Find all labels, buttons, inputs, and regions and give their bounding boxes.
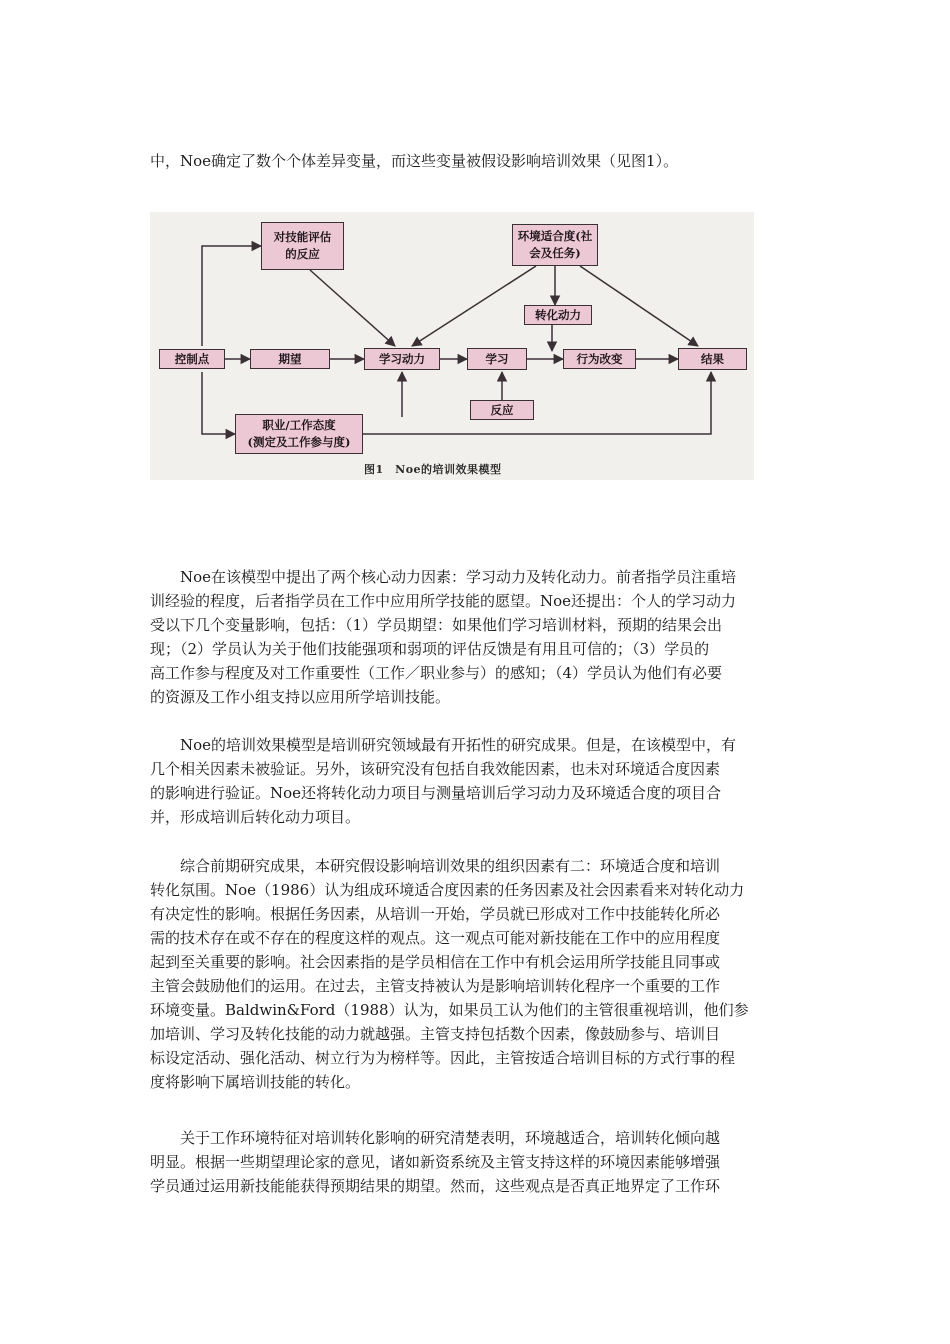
- node-reaction: [470, 400, 534, 420]
- para2-line3: 的影响进行验证。Noe还将转化动力项目与测量培训后学习动力及环境适合度的项目合: [150, 784, 722, 802]
- node-result: [678, 348, 747, 370]
- node-behavior-label: 行为改变: [576, 351, 623, 366]
- para3-line7: 环境变量。Baldwin&Ford（1988）认为，如果员工认为他们的主管很重视培训，他们参: [150, 1001, 749, 1019]
- node-career-label: 职业/工作态度 (测定及工作参与度): [247, 418, 351, 449]
- node-career-attitude: [235, 414, 363, 454]
- para3-line3: 有决定性的影响。根据任务因素，从培训一开始，学员就已形成对工作中技能转化所必: [150, 905, 721, 923]
- node-learning-motivation: [364, 348, 440, 370]
- para3-line9: 标设定活动、强化活动、树立行为为榜样等。因此，主管按适合培训目标的方式行事的程: [150, 1049, 736, 1067]
- node-learning: [467, 348, 527, 370]
- node-transfer-motivation: [524, 305, 592, 325]
- para2-line4: 并，形成培训后转化动力项目。: [150, 808, 361, 826]
- para1-line6: 的资源及工作小组支持以应用所学培训技能。: [150, 688, 451, 706]
- para4-line1: 关于工作环境特征对培训转化影响的研究清楚表明，环境越适合，培训转化倾向越: [150, 1129, 721, 1147]
- para1-line5: 高工作参与程度及对工作重要性（工作／职业参与）的感知；（4）学员认为他们有必要: [150, 664, 723, 682]
- node-locus-of-control: [159, 349, 225, 369]
- node-env-fit-label: 环境适合度(社 会及任务): [517, 229, 593, 260]
- para1-line3: 受以下几个变量影响，包括：（1）学员期望：如果他们学习培训材料，预期的结果会出: [150, 616, 723, 634]
- para3-line8: 加培训、学习及转化技能的动力就越强。主管支持包括数个因素，像鼓励参与、培训目: [150, 1025, 721, 1043]
- node-expect-label: 期望: [278, 351, 302, 366]
- para3-line2: 转化氛围。Noe（1986）认为组成环境适合度因素的任务因素及社会因素看来对转化动力: [150, 881, 745, 899]
- para1-line2: 训经验的程度，后者指学员在工作中应用所学技能的愿望。Noe还提出：个人的学习动力: [150, 592, 737, 610]
- training-effect-model-figure: [150, 212, 754, 480]
- para1-line4: 现；（2）学员认为关于他们技能强项和弱项的评估反馈是有用且可信的；（3）学员的: [150, 640, 710, 658]
- para2-line2: 几个相关因素未被验证。另外，该研究没有包括自我效能因素，也未对环境适合度因素: [150, 760, 721, 778]
- para1-line1: Noe在该模型中提出了两个核心动力因素：学习动力及转化动力。前者指学员注重培: [150, 568, 737, 586]
- arrow-env-motivation: [412, 266, 536, 346]
- para4-line3: 学员通过运用新技能能获得预期结果的期望。然而，这些观点是否真正地界定了工作环: [150, 1177, 721, 1195]
- arrow-env-result: [580, 266, 698, 346]
- para2-line1: Noe的培训效果模型是培训研究领域最有开拓性的研究成果。但是，在该模型中，有: [150, 736, 737, 754]
- node-reaction-label: 反应: [490, 402, 514, 417]
- figure-caption: 图1 Noe的培训效果模型: [364, 463, 502, 476]
- node-expectation: [250, 349, 330, 369]
- para4-line2: 明显。根据一些期望理论家的意见，诸如新资系统及主管支持这样的环境因素能够增强: [150, 1153, 721, 1171]
- para3-line6: 主管会鼓励他们的运用。在过去，主管支持被认为是影响培训转化程序一个重要的工作: [150, 977, 721, 995]
- arrow-locus-career: [202, 372, 235, 434]
- node-env-fit: [512, 224, 598, 266]
- arrow-locus-skill-eval: [202, 246, 261, 346]
- arrow-career-result: [363, 372, 711, 434]
- arrow-skill-eval-motivation: [310, 270, 395, 346]
- para3-line4: 需的技术存在或不存在的程度这样的观点。这一观点可能对新技能在工作中的应用程度: [150, 929, 721, 947]
- node-locus-label: 控制点: [174, 351, 210, 366]
- node-transfer-label: 转化动力: [535, 307, 581, 322]
- node-skill-eval-label: 对技能评估 的反应: [273, 230, 332, 261]
- para3-line10: 度将影响下属培训技能的转化。: [150, 1073, 361, 1091]
- node-motivation-label: 学习动力: [379, 351, 425, 366]
- intro-line: 中，Noe确定了数个个体差异变量，而这些变量被假设影响培训效果（见图1）。: [150, 152, 679, 170]
- node-behavior-change: [563, 349, 636, 369]
- para3-line1: 综合前期研究成果，本研究假设影响培训效果的组织因素有二：环境适合度和培训: [150, 857, 721, 875]
- node-skill-eval-reaction: [261, 222, 344, 270]
- para3-line5: 起到至关重要的影响。社会因素指的是学员相信在工作中有机会运用所学技能且同事或: [150, 953, 721, 971]
- node-result-label: 结果: [701, 351, 724, 366]
- node-learning-label: 学习: [485, 351, 509, 366]
